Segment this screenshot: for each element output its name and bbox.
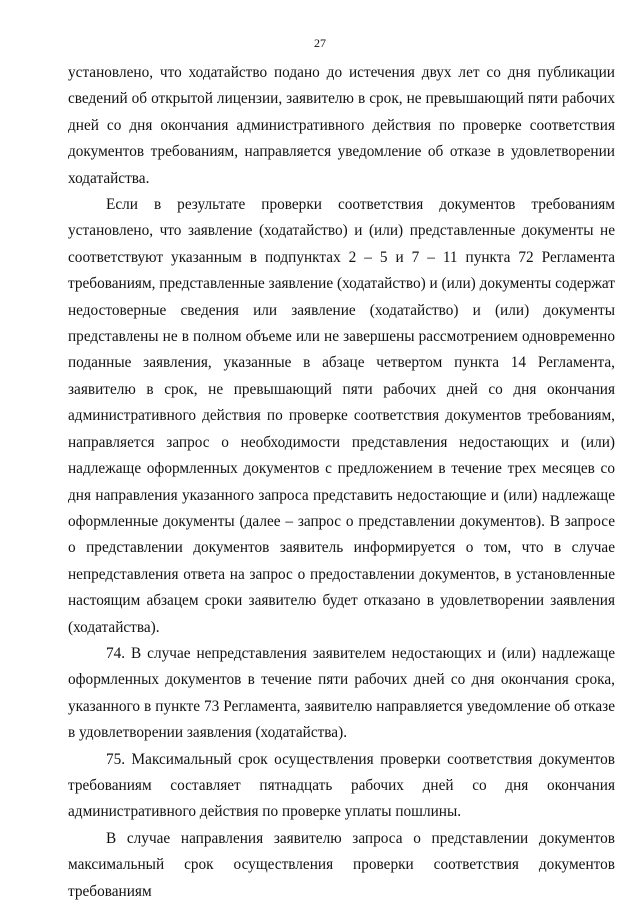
paragraph-74: 74. В случае непредставления заявителем недостающих и (или) надлежаще оформленных документов в течение пяти рабочих дней со дня окончания срока, указанного в пункте 73 Регламента, заявителю направляется уведомление об отказе в удовлетворении заявления (ходатайства). (68, 644, 615, 742)
paragraph-document-check-request: Если в результате проверки соответствия документов требованиям установлено, что заявление (ходатайство) и (или) представленные документы не соответствуют указанным в подпунктах 2 – 5 и 7 – 11 пункта 72 Регламента требованиям, представленные заявление (ходатайство) и (или) документы содержат недостоверные сведения или заявление (ходатайство) и (или) документы представлены не в полном объеме или не завершены рассмотрением одновременно поданные заявления, указанные в абзаце четвертом пункта 14 Регламента, заявителю в срок, не превышающий пяти рабочих дней со дня окончания административного действия по проверке соответствия документов требованиям, направляется запрос о необходимости представления недостающих и (или) надлежаще оформленных документов с предложением в течение трех месяцев со дня направления указанного запроса представить недостающие и (или) надлежаще оформленные документы (далее – запрос о представлении документов). В запросе о представлении документов заявитель информируется о том, что в случае непредставления ответа на запрос о предоставлении документов, в установленные настоящим абзацем сроки заявителю будет отказано в удовлетворении заявления (ходатайства). (68, 196, 615, 636)
paragraph-75: 75. Максимальный срок осуществления проверки соответствия документов требованиям составляет пятнадцать рабочих дней со дня окончания административного действия по проверке уплаты пошлины. (68, 750, 615, 821)
paragraph-request-case: В случае направления заявителю запроса о представлении документов максимальный срок осуществления проверки соответствия документов требованиям (68, 829, 615, 900)
paragraph-continuation: установлено, что ходатайство подано до истечения двух лет со дня публикации сведений об открытой лицензии, заявителю в срок, не превышающий пяти рабочих дней со дня окончания административного действия по проверке соответствия документов требованиям, направляется уведомление об отказе в удовлетворении ходатайства. (68, 64, 615, 187)
document-body (68, 60, 615, 905)
page-number: 27 (314, 36, 326, 50)
